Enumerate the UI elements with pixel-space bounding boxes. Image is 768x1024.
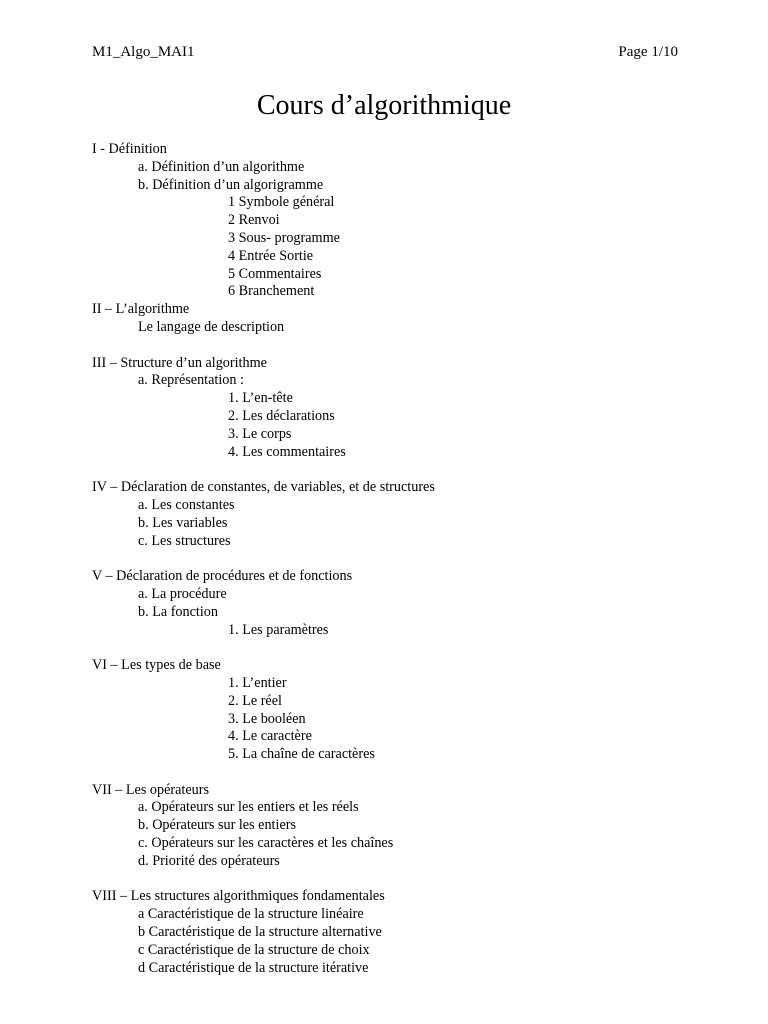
toc-subsection: d. Priorité des opérateurs [138, 852, 280, 869]
toc-subsection: b. Opérateurs sur les entiers [138, 817, 296, 834]
toc-subsection: a. La procédure [138, 585, 227, 602]
toc-spacer [0, 764, 768, 782]
toc-item: 2. Le réel [228, 692, 282, 709]
toc-item: 3 Sous- programme [228, 229, 340, 246]
toc-item: 6 Branchement [228, 283, 315, 300]
toc-item: 5. La chaîne de caractères [228, 746, 375, 763]
toc-item: 5 Commentaires [228, 265, 322, 282]
toc-item: 1. L’entier [228, 674, 287, 691]
document-id: M1_Algo_MAI1 [92, 44, 195, 60]
toc-subsection: a. Les constantes [138, 496, 235, 513]
toc-subsection: a. Représentation : [138, 372, 244, 389]
toc-section: IV – Déclaration de constantes, de variables, et de structures [92, 479, 435, 496]
page-title: Cours d’algorithmique [256, 90, 512, 121]
toc-item: 1. Les paramètres [228, 621, 329, 638]
table-of-contents [0, 141, 768, 977]
toc-spacer [0, 550, 768, 568]
toc-item: 4 Entrée Sortie [228, 247, 314, 264]
toc-section: III – Structure d’un algorithme [92, 354, 267, 371]
toc-item: 1 Symbole général [228, 194, 335, 211]
toc-spacer [0, 639, 768, 657]
toc-spacer [0, 461, 768, 479]
toc-section: VII – Les opérateurs [92, 781, 209, 798]
toc-subsection: b. Définition d’un algorigramme [138, 176, 324, 193]
toc-item: 4. Les commentaires [228, 443, 346, 460]
toc-spacer [0, 337, 768, 355]
toc-subsection: b Caractéristique de la structure alternative [138, 924, 382, 941]
toc-subsection: c. Opérateurs sur les caractères et les chaînes [138, 835, 394, 852]
toc-item: 1. L’en-tête [228, 390, 293, 407]
toc-item: 2. Les déclarations [228, 407, 335, 424]
page-number: Page 1/10 [618, 44, 678, 60]
toc-section: VI – Les types de base [92, 657, 221, 674]
toc-subsection: a Caractéristique de la structure linéaire [138, 906, 364, 923]
toc-item: 3. Le booléen [228, 710, 306, 727]
toc-subsection: c. Les structures [138, 532, 231, 549]
toc-subsection: Le langage de description [138, 318, 285, 335]
toc-subsection: c Caractéristique de la structure de choix [138, 941, 370, 958]
toc-section: I - Définition [92, 141, 167, 157]
toc-section: V – Déclaration de procédures et de fonctions [92, 568, 353, 585]
toc-subsection: b. La fonction [138, 603, 218, 620]
toc-item: 3. Le corps [228, 425, 292, 442]
toc-subsection: a. Opérateurs sur les entiers et les réels [138, 799, 359, 816]
toc-subsection: a. Définition d’un algorithme [138, 158, 305, 175]
toc-subsection: b. Les variables [138, 514, 228, 531]
toc-section: II – L’algorithme [92, 301, 190, 318]
toc-subsection: d Caractéristique de la structure itérative [138, 959, 369, 976]
toc-item: 4. Le caractère [228, 728, 312, 745]
toc-spacer [0, 871, 768, 889]
toc-section: VIII – Les structures algorithmiques fondamentales [92, 888, 385, 905]
toc-item: 2 Renvoi [228, 212, 280, 229]
